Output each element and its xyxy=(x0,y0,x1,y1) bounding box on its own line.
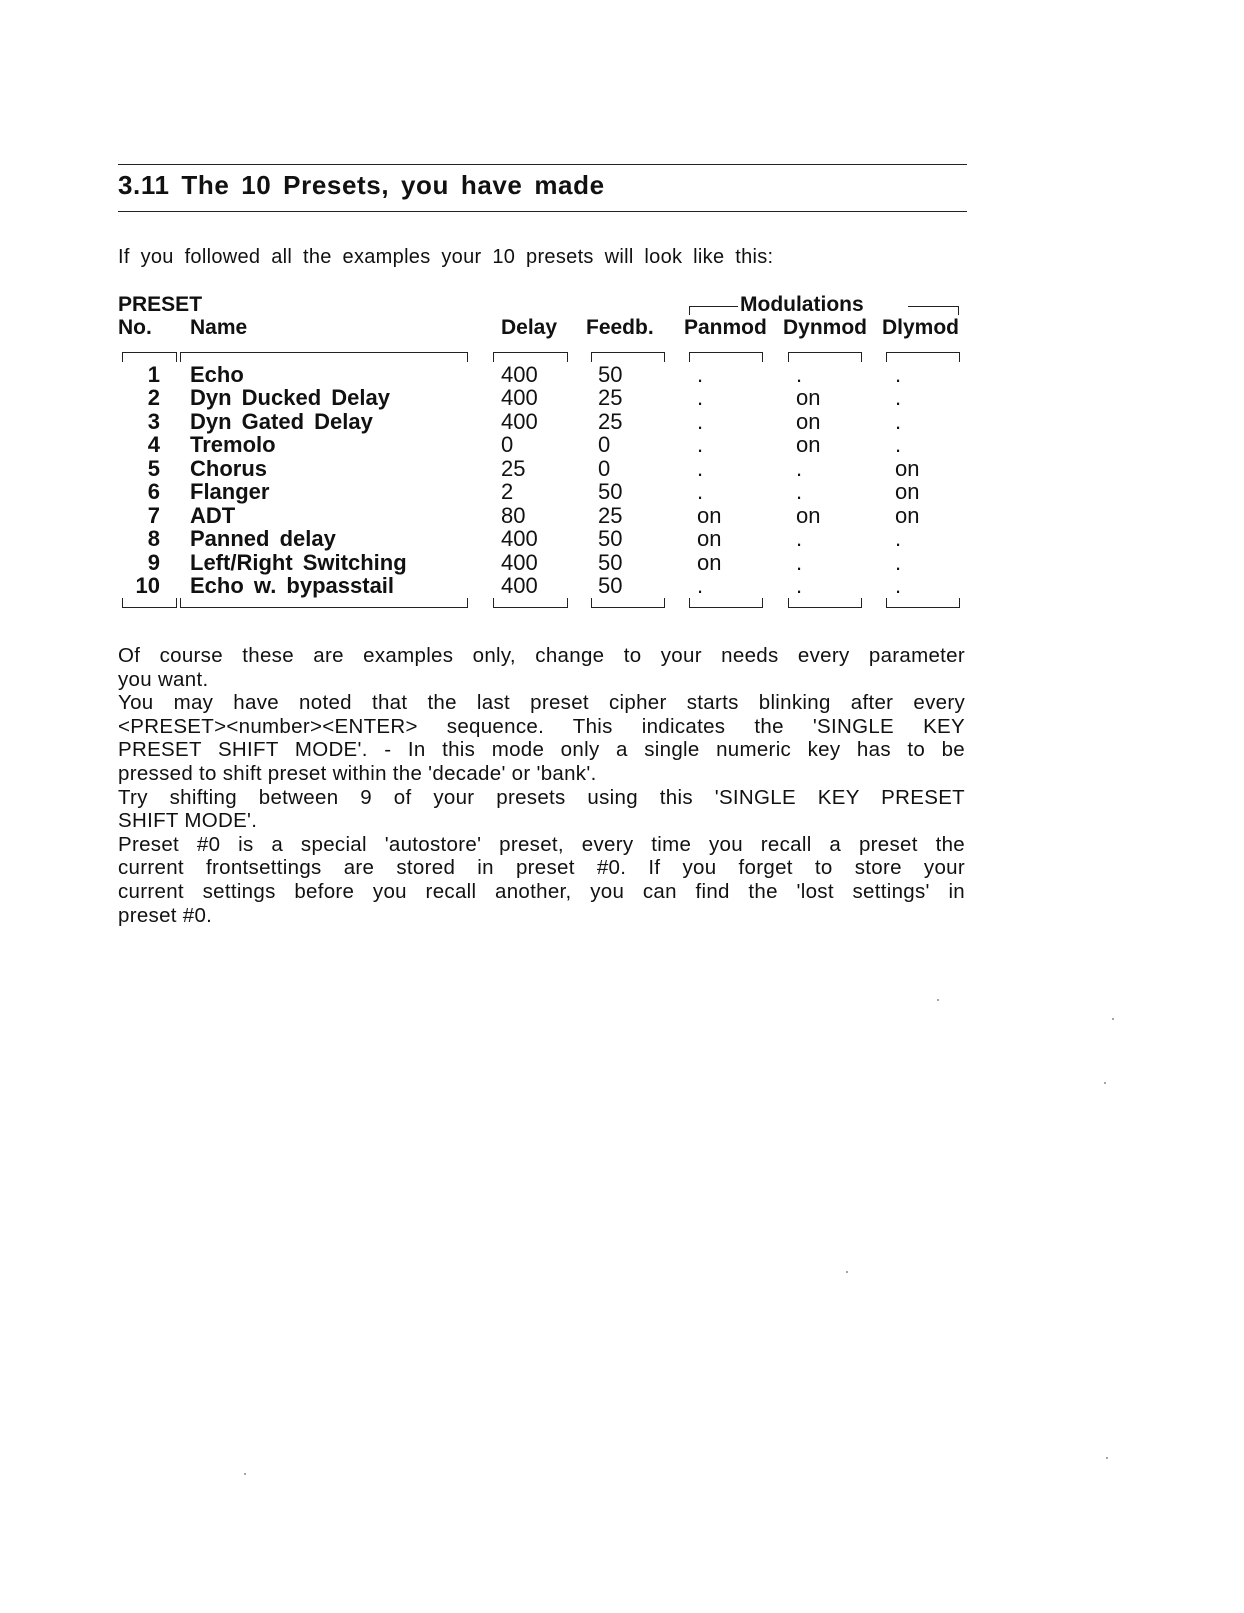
cell-no: 9 xyxy=(147,549,160,575)
cell-delay: 400 xyxy=(501,549,538,575)
bracket-top-dlymod xyxy=(886,352,960,362)
cell-feedb: 50 xyxy=(598,362,623,387)
bracket-top-dynmod xyxy=(788,352,862,362)
cell-name: Flanger xyxy=(190,479,270,505)
bracket-top-name xyxy=(180,352,468,362)
cell-dlymod: . xyxy=(895,362,902,387)
cell-dynmod: . xyxy=(796,479,803,505)
cell-name: Dyn Gated Delay xyxy=(190,408,373,434)
scan-speck xyxy=(244,1473,246,1475)
cell-dynmod: on xyxy=(796,502,821,528)
cell-no: 6 xyxy=(147,479,160,505)
top-rule xyxy=(118,164,967,165)
cell-no: 2 xyxy=(147,385,160,411)
body-line: You may have noted that the last preset cipher starts blinking after every xyxy=(118,691,965,715)
column-header-delay: Delay xyxy=(501,316,558,339)
preset-group-header: PRESET xyxy=(118,293,203,316)
cell-dynmod: . xyxy=(796,549,803,575)
cell-name: Left/Right Switching xyxy=(190,549,407,575)
body-line: <PRESET><number><ENTER> sequence. This indicates the 'SINGLE KEY xyxy=(118,714,965,738)
column-header-name: Name xyxy=(190,316,248,339)
intro-text: If you followed all the examples your 10 presets will look like this: xyxy=(118,246,774,268)
cell-dlymod: . xyxy=(895,526,902,552)
cell-no: 7 xyxy=(147,502,160,528)
cell-dynmod: on xyxy=(796,385,821,411)
cell-name: Echo xyxy=(190,362,244,387)
cell-dynmod: on xyxy=(796,408,821,434)
bracket-top-delay xyxy=(493,352,568,362)
cell-delay: 25 xyxy=(501,455,526,481)
cell-feedb: 0 xyxy=(598,432,611,458)
section-title: 3.11 The 10 Presets, you have made xyxy=(118,170,605,200)
cell-panmod: . xyxy=(697,455,704,481)
bracket-top-feedb xyxy=(591,352,665,362)
body-line: current settings before you recall another, you can find the 'lost settings' in xyxy=(118,880,965,903)
body-line: SHIFT MODE'. xyxy=(118,809,258,833)
cell-name: Chorus xyxy=(190,455,267,481)
body-line: current frontsettings are stored in preset #0. If you forget to store your xyxy=(118,856,965,880)
cell-dlymod: . xyxy=(895,385,902,411)
cell-panmod: . xyxy=(697,479,704,505)
body-line: PRESET SHIFT MODE'. - In this mode only a single numeric key has to be xyxy=(118,738,965,762)
scan-speck xyxy=(1112,1018,1114,1020)
cell-no: 3 xyxy=(147,408,160,434)
cell-panmod: . xyxy=(697,362,704,387)
cell-name: Echo w. bypasstail xyxy=(190,573,395,599)
cell-name: Panned delay xyxy=(190,526,336,552)
bracket-bottom-feedb xyxy=(591,598,665,608)
column-header-no: No. xyxy=(118,316,152,339)
cell-dynmod: . xyxy=(796,526,803,552)
cell-feedb: 50 xyxy=(598,479,623,505)
cell-panmod: . xyxy=(697,408,704,434)
column-header-dynmod: Dynmod xyxy=(783,316,867,339)
cell-dlymod: on xyxy=(895,502,920,528)
cell-delay: 400 xyxy=(501,385,538,411)
cell-dynmod: . xyxy=(796,573,803,599)
cell-feedb: 50 xyxy=(598,526,623,552)
cell-delay: 80 xyxy=(501,502,526,528)
cell-no: 10 xyxy=(135,573,160,599)
cell-panmod: on xyxy=(697,526,722,552)
cell-feedb: 25 xyxy=(598,408,623,434)
cell-delay: 400 xyxy=(501,526,538,552)
cell-dynmod: . xyxy=(796,455,803,481)
cell-dlymod: on xyxy=(895,455,920,481)
cell-panmod: . xyxy=(697,385,704,411)
column-header-feedb: Feedb. xyxy=(586,316,654,339)
body-line: pressed to shift preset within the 'decade' or 'bank'. xyxy=(118,762,597,785)
cell-panmod: on xyxy=(697,549,722,575)
cell-panmod: . xyxy=(697,573,704,599)
bracket-bottom-name xyxy=(180,598,468,608)
cell-dlymod: . xyxy=(895,432,902,458)
cell-dynmod: on xyxy=(796,432,821,458)
scan-speck xyxy=(1106,1457,1108,1459)
bracket-bottom-panmod xyxy=(689,598,763,608)
bracket-bottom-dynmod xyxy=(788,598,862,608)
cell-panmod: on xyxy=(697,502,722,528)
cell-dlymod: . xyxy=(895,573,902,599)
bracket-top-panmod xyxy=(689,352,763,362)
cell-name: ADT xyxy=(190,502,236,528)
body-line: Of course these are examples only, change to your needs every parameter xyxy=(118,644,965,667)
cell-delay: 2 xyxy=(501,479,514,505)
cell-no: 1 xyxy=(147,362,160,387)
bracket-bottom-no xyxy=(122,598,177,608)
bracket-top-no xyxy=(122,352,177,362)
bracket-bottom-delay xyxy=(493,598,568,608)
body-line: Try shifting between 9 of your presets using this 'SINGLE KEY PRESET xyxy=(118,785,965,809)
cell-no: 5 xyxy=(147,455,160,481)
scan-speck xyxy=(846,1271,848,1273)
cell-no: 8 xyxy=(147,526,160,552)
cell-feedb: 25 xyxy=(598,502,623,528)
body-line: Preset #0 is a special 'autostore' preset, every time you recall a preset the xyxy=(118,832,965,856)
bottom-rule xyxy=(118,211,967,212)
cell-feedb: 25 xyxy=(598,385,623,411)
cell-dlymod: on xyxy=(895,479,920,505)
cell-no: 4 xyxy=(147,432,160,458)
cell-delay: 400 xyxy=(501,573,538,599)
cell-dlymod: . xyxy=(895,408,902,434)
modulations-group-header: Modulations xyxy=(740,293,864,316)
body-line: preset #0. xyxy=(118,903,213,927)
cell-delay: 0 xyxy=(501,432,514,458)
cell-dlymod: . xyxy=(895,549,902,575)
bracket-bottom-dlymod xyxy=(886,598,960,608)
modulations-bracket-right xyxy=(908,306,959,315)
column-header-panmod: Panmod xyxy=(684,316,767,339)
scan-speck xyxy=(1104,1082,1106,1084)
column-header-dlymod: Dlymod xyxy=(882,316,960,339)
cell-panmod: . xyxy=(697,432,704,458)
cell-feedb: 50 xyxy=(598,549,623,575)
cell-feedb: 0 xyxy=(598,455,611,481)
cell-name: Dyn Ducked Delay xyxy=(190,385,390,411)
body-line: you want. xyxy=(118,667,209,691)
modulations-bracket-left xyxy=(689,306,738,315)
cell-name: Tremolo xyxy=(190,432,276,458)
cell-delay: 400 xyxy=(501,408,538,434)
scan-speck xyxy=(937,999,939,1001)
cell-feedb: 50 xyxy=(598,573,623,599)
cell-dynmod: . xyxy=(796,362,803,387)
cell-delay: 400 xyxy=(501,362,538,387)
